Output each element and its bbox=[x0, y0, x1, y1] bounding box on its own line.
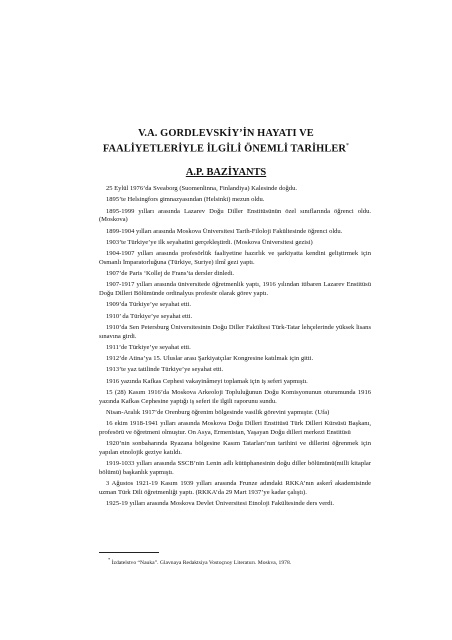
chronology-entry: 1920’nin sonbaharında Ryazana bölgesine Kasım Tatarları’nın tarihini ve dillerini öğrenmek için yapılan etnolojik geziye katıldı. bbox=[99, 440, 371, 456]
chronology-entry: 1911’de Türkiye’ye seyahat etti. bbox=[106, 343, 191, 351]
chronology-entry: 1904-1907 yılları arasında profesörlük faaliyetine hazırlık ve şarkiyatta kendini geliştirmek için Osmanlı İmparatorluğuna (Türkiye, Suriye) ilmî gezi yaptı. bbox=[99, 250, 371, 266]
title-line-1: V.A. GORDLEVSKİY’İN HAYATI VE bbox=[138, 128, 314, 139]
footnote-text: İzdatelstvo “Nauka”. Glavnaya Redaktsiya Vostoçnoy Literaturı. Moskva, 1978. bbox=[111, 559, 292, 566]
chronology-entry: 3 Ağustos 1921-19 Kasım 1939 yılları arasında Frunze adındaki RKKA’nın askerî akademisinde uzman Türk Dili öğretmenliği yaptı. (RKKA’da 29 Mart 1937’ye kadar çalıştı). bbox=[99, 480, 371, 496]
footnote bbox=[108, 556, 378, 567]
chronology-entry: 1912’de Atina’ya 15. Uluslar arası Şarkiyatçılar Kongresine katılmak için gitti. bbox=[106, 355, 314, 362]
chronology-entry: 1899-1904 yılları arasında Moskova Üniversitesi Tarih-Filoloji Fakültesinde öğrenci oldu. bbox=[106, 227, 343, 235]
chronology-entry: 1913’te yaz tatilinde Türkiye’ye seyahat etti. bbox=[106, 366, 224, 374]
chronology-entry: 1903’te Türkiye’ye ilk seyahatini gerçekleştirdi. (Moskova Üniversitesi gezisi) bbox=[106, 238, 313, 246]
chronology-entry: 1907’de Paris ‘Kollej de Frans’ta dersler dinledi. bbox=[106, 270, 235, 277]
title-line-2-text: FAALİYETLERİYLE İLGİLİ ÖNEMLİ TARİHLER bbox=[102, 143, 347, 155]
title-footnote-mark: * bbox=[346, 143, 350, 149]
chronology-entry: 16 ekim 1918-1941 yılları arasında Moskova Doğu Dilleri Enstitüsü Türk Dilleri Kürsüsü Başkanı, profesörü ve öğretmeni olmuştur. On Asya, Ermenistan, Yaşayan Doğu dilleri merkezi Enstitüsü bbox=[99, 420, 371, 436]
author-name bbox=[60, 167, 392, 179]
chronology-entry: 1919-1033 yılları arasında SSCB’nin Lenin adlı kütüphanesinin doğu diller bölümünü(milli kitaplar bölümü) başkanlık yapmıştı. bbox=[99, 460, 371, 476]
title-line-2 bbox=[60, 140, 392, 155]
chronology-entry: 1909’da Türkiye’ye seyahat etti. bbox=[106, 301, 191, 309]
document-title bbox=[60, 127, 392, 155]
author-name-text: A.P. BAZİYANTS bbox=[185, 167, 267, 178]
chronology-entry: 1907-1917 yılları arasında üniversitede öğretmenlik yaptı, 1916 yılından itibaren Lazarev Enstitüsü Doğu Dilleri Bölümünde ordinalyus profesör olarak görev yaptı. bbox=[99, 281, 371, 297]
chronology-body bbox=[99, 185, 371, 511]
footnote-mark: * bbox=[108, 557, 111, 562]
chronology-entry: 1910’da Sen Petersburg Üniversitesinin Doğu Diller Fakültesi Türk-Tatar lehçelerinde yüksek lisans sınavına girdi. bbox=[99, 323, 371, 340]
chronology-entry: 1925-19 yılları arasında Moskova Devlet Üniversitesi Etnoloji Fakültesinde ders verdi. bbox=[106, 500, 335, 507]
chronology-entry: 1916 yazında Kafkas Cephesi vakayinâmeyi toplamak için iş seferi yapmıştı. bbox=[106, 377, 308, 385]
chronology-entry: 1895-1999 yılları arasında Lazarev Doğu Diller Enstitüsünün özel sınıflarında öğrenci oldu. (Moskova) bbox=[99, 207, 371, 224]
chronology-entry: 1895’te Helsingfors gimnazyasından (Helsinki) mezun oldu. bbox=[106, 196, 265, 204]
chronology-entry: 25 Eylül 1976’da Sveaborg (Suomenlinna, Finlandiya) Kalesinde doğdu. bbox=[106, 185, 297, 192]
footnote-divider bbox=[99, 552, 159, 553]
chronology-entry: Nisan-Aralık 1917’de Orenburg öğrenim bölgesinde vasilik görevini yapmıştır. (Ufa) bbox=[106, 408, 330, 416]
chronology-entry: 1910’ da Türkiye’ye seyahat etti. bbox=[106, 312, 193, 320]
chronology-entry: 15 (28) Kasım 1916’da Moskova Arkeoloji Topluluğunun Doğu Komisyonunun oturumunda 1916 yazında Kafkas Cephesine yaptığı iş seferi ile ilgili raporunu sundu. bbox=[99, 388, 371, 405]
